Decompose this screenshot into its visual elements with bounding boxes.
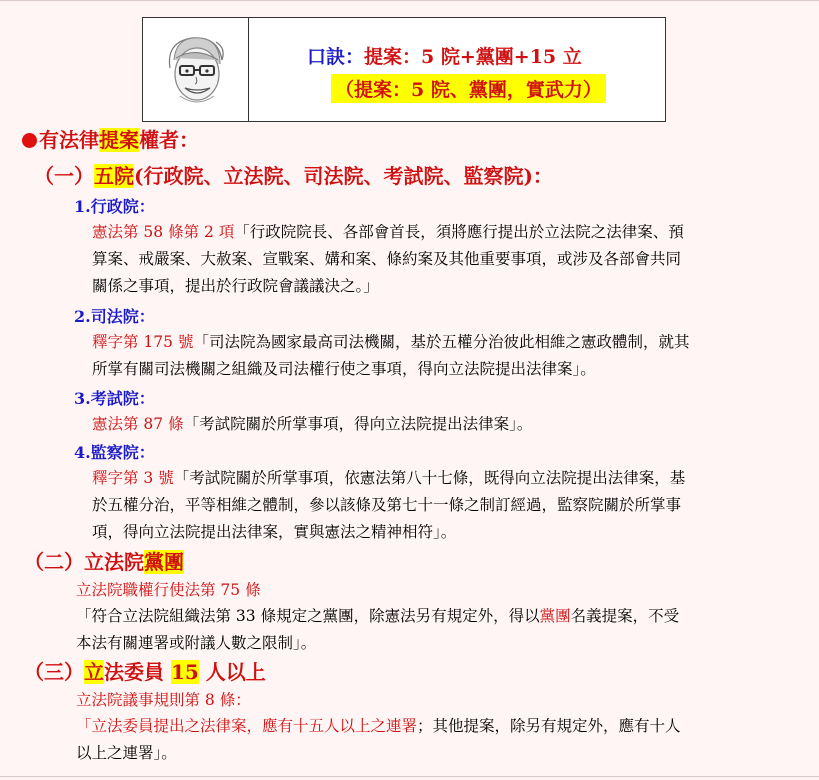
bottom-border — [0, 776, 819, 777]
item4-line2: 於五權分治，平等相維之體制，參以該條及第七十一條之制訂經過，監察院關於所掌事 — [92, 496, 682, 514]
motto-sub: （提案：5 院、黨團，實武力） — [331, 74, 606, 103]
section2-heading — [24, 546, 184, 575]
section3-line1-post: ；其他提案，除另有規定外，應有十人 — [417, 717, 681, 735]
section3-heading — [24, 656, 266, 685]
section3-line2: 以上之連署」。 — [76, 744, 177, 762]
title-pre: 有法律 — [39, 128, 99, 152]
motto-label: 口訣： — [307, 46, 365, 68]
item1-line1 — [92, 220, 684, 242]
title-post: 權者： — [139, 128, 199, 152]
title-highlight: 提案 — [99, 128, 139, 152]
item4-text1: 「考試院關於所掌事項，依憲法第八十七條，既得向立法院提出法律案，基 — [173, 469, 686, 487]
item3-ref: 憲法第 87 條 — [92, 415, 184, 433]
main-title — [22, 124, 199, 153]
item1-ref: 憲法第 58 條第 2 項 — [92, 223, 235, 241]
item2-line2: 所掌有關司法機關之組織及司法權行使之事項，得向立法院提出法律案」。 — [92, 360, 596, 378]
item2-label: 2.司法院： — [74, 307, 155, 326]
item1-line2: 算案、戒嚴案、大赦案、宣戰案、媾和案、條約案及其他重要事項，或涉及各部會共同 — [92, 250, 682, 268]
item3-text1: 「考試院關於所掌事項，得向立法院提出法律案」。 — [183, 415, 533, 433]
section2-line1-red: 黨團 — [539, 607, 571, 625]
section3-line1-red: 「立法委員提出之法律案，應有十五人以上之連署 — [76, 717, 418, 735]
section1-heading-highlight: 五院 — [94, 164, 134, 188]
item3-label: 3.考試院： — [74, 389, 155, 408]
section2-line2: 本法有關連署或附議人數之限制」。 — [76, 634, 317, 652]
section3-heading-post: 人以上 — [198, 660, 266, 684]
item1-text1: 「行政院院長、各部會首長，須將應行提出於立法院之法律案、預 — [234, 223, 684, 241]
section2-line1-pre: 「符合立法院組織法第 33 條規定之黨團，除憲法另有規定外，得以 — [76, 607, 540, 625]
item4-line1 — [92, 466, 685, 488]
section2-line1-post: 名義提案，不受 — [570, 607, 680, 625]
red-bullet-icon — [22, 133, 37, 148]
section3-heading-mid: 法委員 — [104, 660, 171, 684]
item2-ref: 釋字第 175 號 — [92, 333, 194, 351]
item1-label: 1.行政院： — [74, 197, 155, 216]
section1-heading — [34, 160, 553, 189]
section3-heading-highlight2: 15 — [170, 660, 199, 684]
section2-ref: 立法院職權行使法第 75 條 — [76, 581, 261, 599]
item3-line1 — [92, 412, 532, 434]
section2-heading-pre: （二）立法院 — [24, 550, 144, 574]
section3-line1 — [76, 714, 681, 736]
motto-text-area — [249, 18, 665, 121]
motto-line — [307, 42, 582, 69]
caricature-icon — [156, 30, 236, 110]
motto-box — [142, 17, 666, 122]
section1-heading-pre: （一） — [34, 164, 94, 188]
section1-heading-post: (行政院、立法院、司法院、考試院、監察院)： — [134, 164, 553, 188]
section3-heading-pre: （三） — [24, 660, 84, 684]
top-border — [0, 0, 819, 1]
item4-ref: 釋字第 3 號 — [92, 469, 174, 487]
item2-line1 — [92, 330, 689, 352]
item2-text1: 「司法院為國家最高司法機關，基於五權分治彼此相維之憲政體制，就其 — [193, 333, 690, 351]
item4-line3: 項，得向立法院提出法律案，實與憲法之精神相符」。 — [92, 523, 457, 541]
item1-line3: 關係之事項，提出於行政院會議議決之。」 — [92, 277, 379, 295]
item4-label: 4.監察院： — [74, 443, 155, 462]
section3-ref: 立法院議事規則第 8 條： — [76, 691, 251, 709]
motto-value: 提案：5 院+黨團+15 立 — [364, 46, 582, 68]
section3-heading-highlight1: 立 — [84, 660, 104, 684]
section2-line1 — [76, 604, 679, 626]
section2-heading-highlight: 黨團 — [144, 550, 184, 574]
caricature-image — [143, 18, 249, 121]
